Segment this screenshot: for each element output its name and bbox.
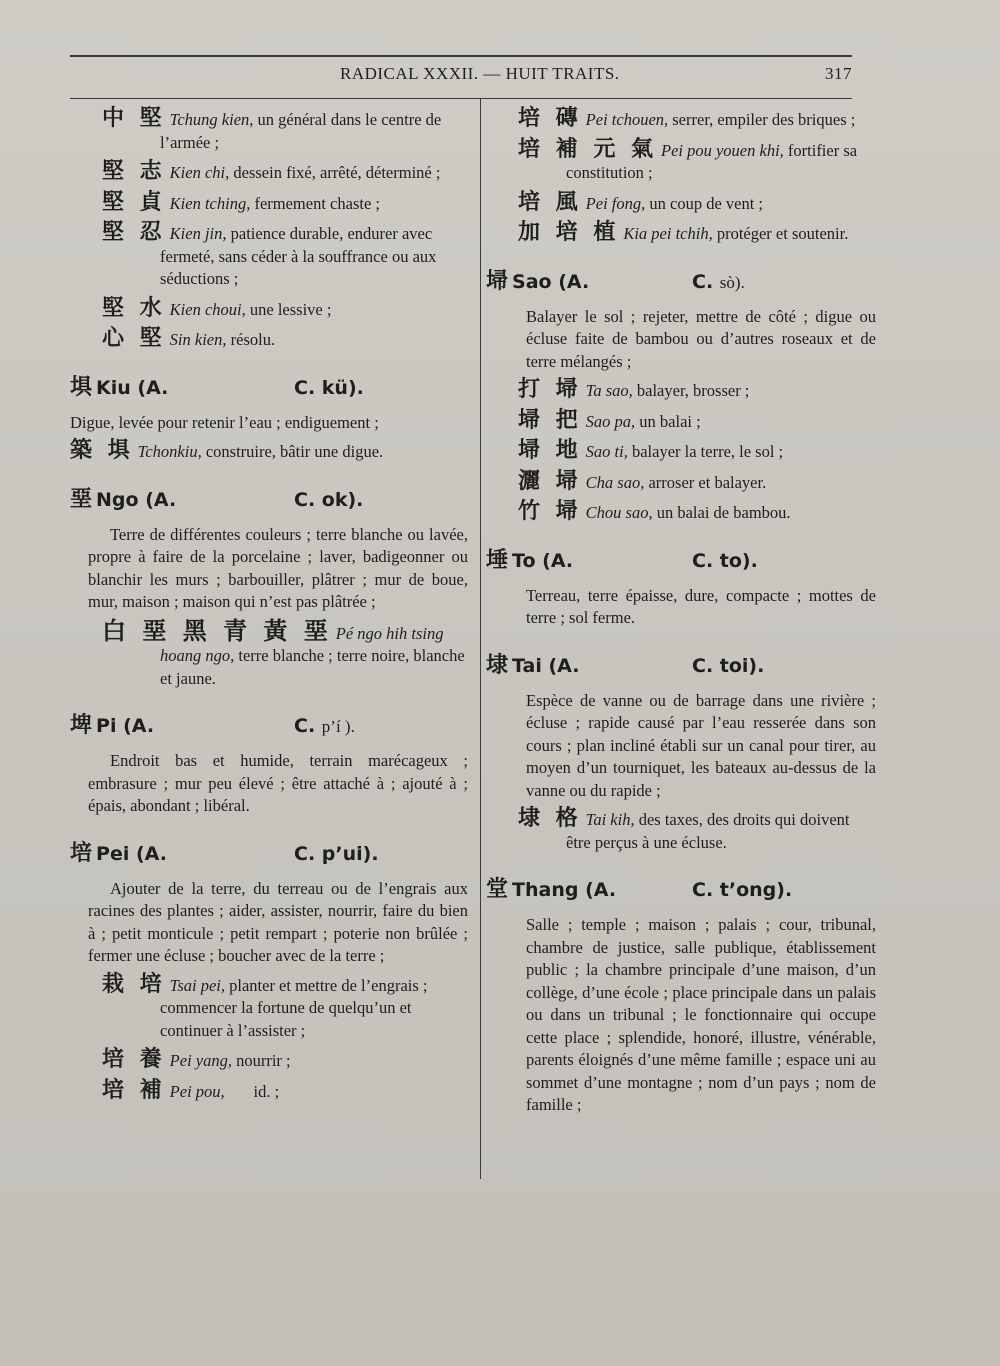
romanization: Tsai pei, [169,975,225,995]
compound-entry [486,501,876,525]
romanization: Tai kih, [585,810,635,829]
definition: Endroit bas et humide, terrain marécageux ; embrasure ; mur peu élevé ; être attaché à ; ajouté à ; épais, abondant ; libéral. [88,751,468,815]
romanization: Kien jin, [169,224,227,243]
compound-entry [486,189,876,216]
romanization: Pei tchouen, [585,110,669,129]
definition: arroser et balayer. [644,472,767,492]
romanization: Pé ngo hih tsing hoang ngo, [160,623,444,665]
cantonese-reading: C. toi). [692,654,765,677]
headword-romanization: Pi [96,715,117,737]
headword-sao [486,268,876,296]
cantonese-reading: C. to). [692,549,758,572]
cantonese-reading: C. ok). [294,488,364,511]
definition: des taxes, des droits qui doivent être perçus à une écluse. [566,810,850,852]
compound-entry [70,440,468,464]
compound-entry [486,440,876,464]
chinese-characters: 埽 把 [518,407,582,433]
headword-kiu [70,374,468,402]
definition: Terre de différentes couleurs ; terre blanche ou lavée, propre à faire de la porcelaine ; laver, badigeonner ou blanchir les murs ; barbouiller, plâtrer ; mur de boue, mur, maison ; maison qui n’est pas plâtrée ; [88,524,468,611]
romanization: Kien choui, [169,299,246,319]
header-rule [70,98,852,99]
compound-entry [70,616,468,691]
chinese-characters: 加 培 植 [518,220,620,245]
romanization: Kien tching, [169,193,251,213]
chinese-characters: 心 堅 [102,326,166,351]
romanization: Cha sao, [585,472,645,492]
headword-character: 埤 [70,713,93,738]
page-number: 317 [825,64,852,83]
chinese-characters: 堅 水 [102,295,166,321]
mandarin-marker: (A. [548,654,580,677]
chinese-characters: 栽 培 [102,971,166,997]
chinese-characters: 培 磚 [518,106,582,131]
headword-to [486,547,876,575]
compound-entry [70,295,468,322]
headword-romanization: Thang [512,879,579,901]
definition: un général dans le centre de l’armée ; [160,110,442,152]
romanization: Kien chi, [169,163,230,182]
romanization: Tchung kien, [169,110,254,129]
right-column [486,108,876,1123]
cantonese-prefix: C. [294,715,316,737]
compound-entry [70,108,468,154]
compound-entry [486,468,876,495]
definition: protéger et soutenir. [712,224,849,243]
cantonese-prefix: C. [692,270,714,293]
headword-pei [70,840,468,868]
compound-entry [486,379,876,403]
definition: serrer, empiler des briques ; [668,110,856,129]
compound-entry [70,222,468,291]
cantonese-reading [692,268,745,297]
romanization: Pei fong, [585,193,646,213]
cantonese-value: p’í ). [321,717,355,736]
chinese-characters: 灑 埽 [518,468,582,494]
compound-entry [70,1077,468,1104]
chinese-characters: 埭 格 [518,806,582,831]
compound-entry [70,328,468,352]
chinese-characters: 竹 埽 [518,499,582,524]
mandarin-marker: (A. [558,270,590,293]
definition: Terreau, terre épaisse, dure, compacte ; mottes de terre ; sol ferme. [526,585,876,627]
definition: un balai de bambou. [652,503,791,522]
definition: une lessive ; [245,299,332,319]
romanization: Tchonkiu, [137,442,202,461]
romanization: Sao ti, [585,442,628,461]
chinese-characters: 中 堅 [102,106,166,131]
running-title: RADICAL XXXII. — HUIT TRAITS. [340,64,620,83]
top-rule [70,55,852,57]
chinese-characters: 埽 地 [518,438,582,463]
definition: résolu. [226,330,276,349]
headword-romanization: Ngo [96,488,139,511]
compound-entry [486,407,876,434]
headword-character: 堂 [486,877,509,902]
headword-romanization: Pei [96,842,130,865]
romanization: Pei pou, [169,1081,225,1101]
cantonese-reading: C. kü). [294,376,364,399]
chinese-characters: 堅 志 [102,159,166,184]
headword-character: 埽 [486,268,509,294]
definition: fortifier sa constitution ; [566,140,858,182]
compound-entry [70,971,468,1043]
mandarin-marker: (A. [135,842,167,865]
chinese-characters: 培 補 [102,1077,166,1103]
headword-thang [486,876,876,904]
definition: construire, bâtir une digue. [201,442,384,461]
definition: planter et mettre de l’engrais ; commencer la fortune de quelqu’un et continuer à l’assister ; [160,975,428,1040]
headword-character: 培 [70,840,93,866]
chinese-characters: 培 補 元 氣 [518,136,657,162]
definition: un balai ; [635,411,701,431]
cantonese-reading [294,712,355,741]
definition: dessein fixé, arrêté, déterminé ; [229,163,441,182]
chinese-characters: 白 堊 黑 青 黃 堊 [102,616,332,645]
headword-romanization: To [512,549,536,572]
compound-entry [70,1049,468,1073]
mandarin-marker: (A. [123,715,155,737]
compound-entry [486,222,876,246]
definition: balayer la terre, le sol ; [627,442,784,461]
definition: Salle ; temple ; maison ; palais ; cour, tribunal, chambre de justice, salle publique, établissement public ; la chambre principale d’une maison, d’un collège, d’une école ; place principale dans un palais ou dans un tribunal ; le fonctionnaire qui occupe cette place ; splendide, honoré, illustre, vénérable, parents éloignés d’une même famille ; espace uni au sommet d’une montagne ; nom d’un pays ; nom de famille ; [526,915,876,1114]
compound-entry [486,108,876,132]
definition: Digue, levée pour retenir l’eau ; endiguement ; [70,412,379,432]
headword-character: 埧 [70,374,93,400]
compound-entry [70,161,468,185]
compound-entry [486,808,876,854]
headword-pi [70,712,468,740]
romanization: Sao pa, [585,411,636,431]
headword-ngo [70,486,468,514]
chinese-characters: 堅 貞 [102,189,166,215]
romanization: Pei pou youen khi, [660,140,784,160]
headword-romanization: Tai [512,654,542,677]
cantonese-reading: C. t’ong). [692,879,793,901]
romanization: Sin kien, [169,330,227,349]
headword-romanization: Sao [512,270,552,293]
compound-entry [486,136,876,185]
definition: patience durable, endurer avec fermeté, sans céder à la souffrance ou aux séductions ; [160,224,437,288]
romanization: Chou sao, [585,503,653,522]
mandarin-marker: (A. [542,549,574,572]
romanization: Pei yang, [169,1051,232,1070]
headword-tai [486,652,876,680]
column-divider [480,99,481,1179]
cantonese-value: sò). [719,272,745,292]
headword-romanization: Kiu [96,376,131,399]
definition: un coup de vent ; [645,193,764,213]
cantonese-reading: C. p’ui). [294,842,379,865]
definition: nourrir ; [231,1051,291,1070]
definition: terre blanche ; terre noire, blanche et jaune. [160,646,465,688]
headword-character: 埵 [486,547,509,573]
headword-character: 堊 [70,486,93,512]
definition: Espèce de vanne ou de barrage dans une rivière ; écluse ; rapide causé par l’eau resserée dans son cours ; plan incliné établi sur un canal pour tirer, au moyen d’un tourniquet, les bateaux au-dessus de la vanne ou du rapide ; [526,690,876,800]
definition: fermement chaste ; [250,193,380,213]
chinese-characters: 築 埧 [70,438,134,463]
headword-character: 埭 [486,652,509,678]
definition: Ajouter de la terre, du terreau ou de l’engrais aux racines des plantes ; aider, assister, nourrir, faire du bien à ; petit monticule ; petit rempart ; poterie non brûlée ; fermer une écluse ; boucher avec de la terre ; [88,878,468,965]
chinese-characters: 培 養 [102,1047,166,1072]
romanization: Kia pei tchih, [623,224,713,243]
chinese-characters: 打 埽 [518,377,582,402]
romanization: Ta sao, [585,381,633,400]
definition: balayer, brosser ; [632,381,750,400]
left-column [70,108,468,1110]
running-head [70,62,852,90]
definition: Balayer le sol ; rejeter, mettre de côté ; digue ou écluse faite de bambou ou d’autres roseaux et de terre mélangés ; [526,306,876,371]
chinese-characters: 堅 忍 [102,220,166,245]
compound-entry [70,189,468,216]
mandarin-marker: (A. [137,376,169,399]
mandarin-marker: (A. [145,488,177,511]
definition: id. ; [224,1081,280,1101]
chinese-characters: 培 風 [518,189,582,215]
mandarin-marker: (A. [585,879,617,901]
